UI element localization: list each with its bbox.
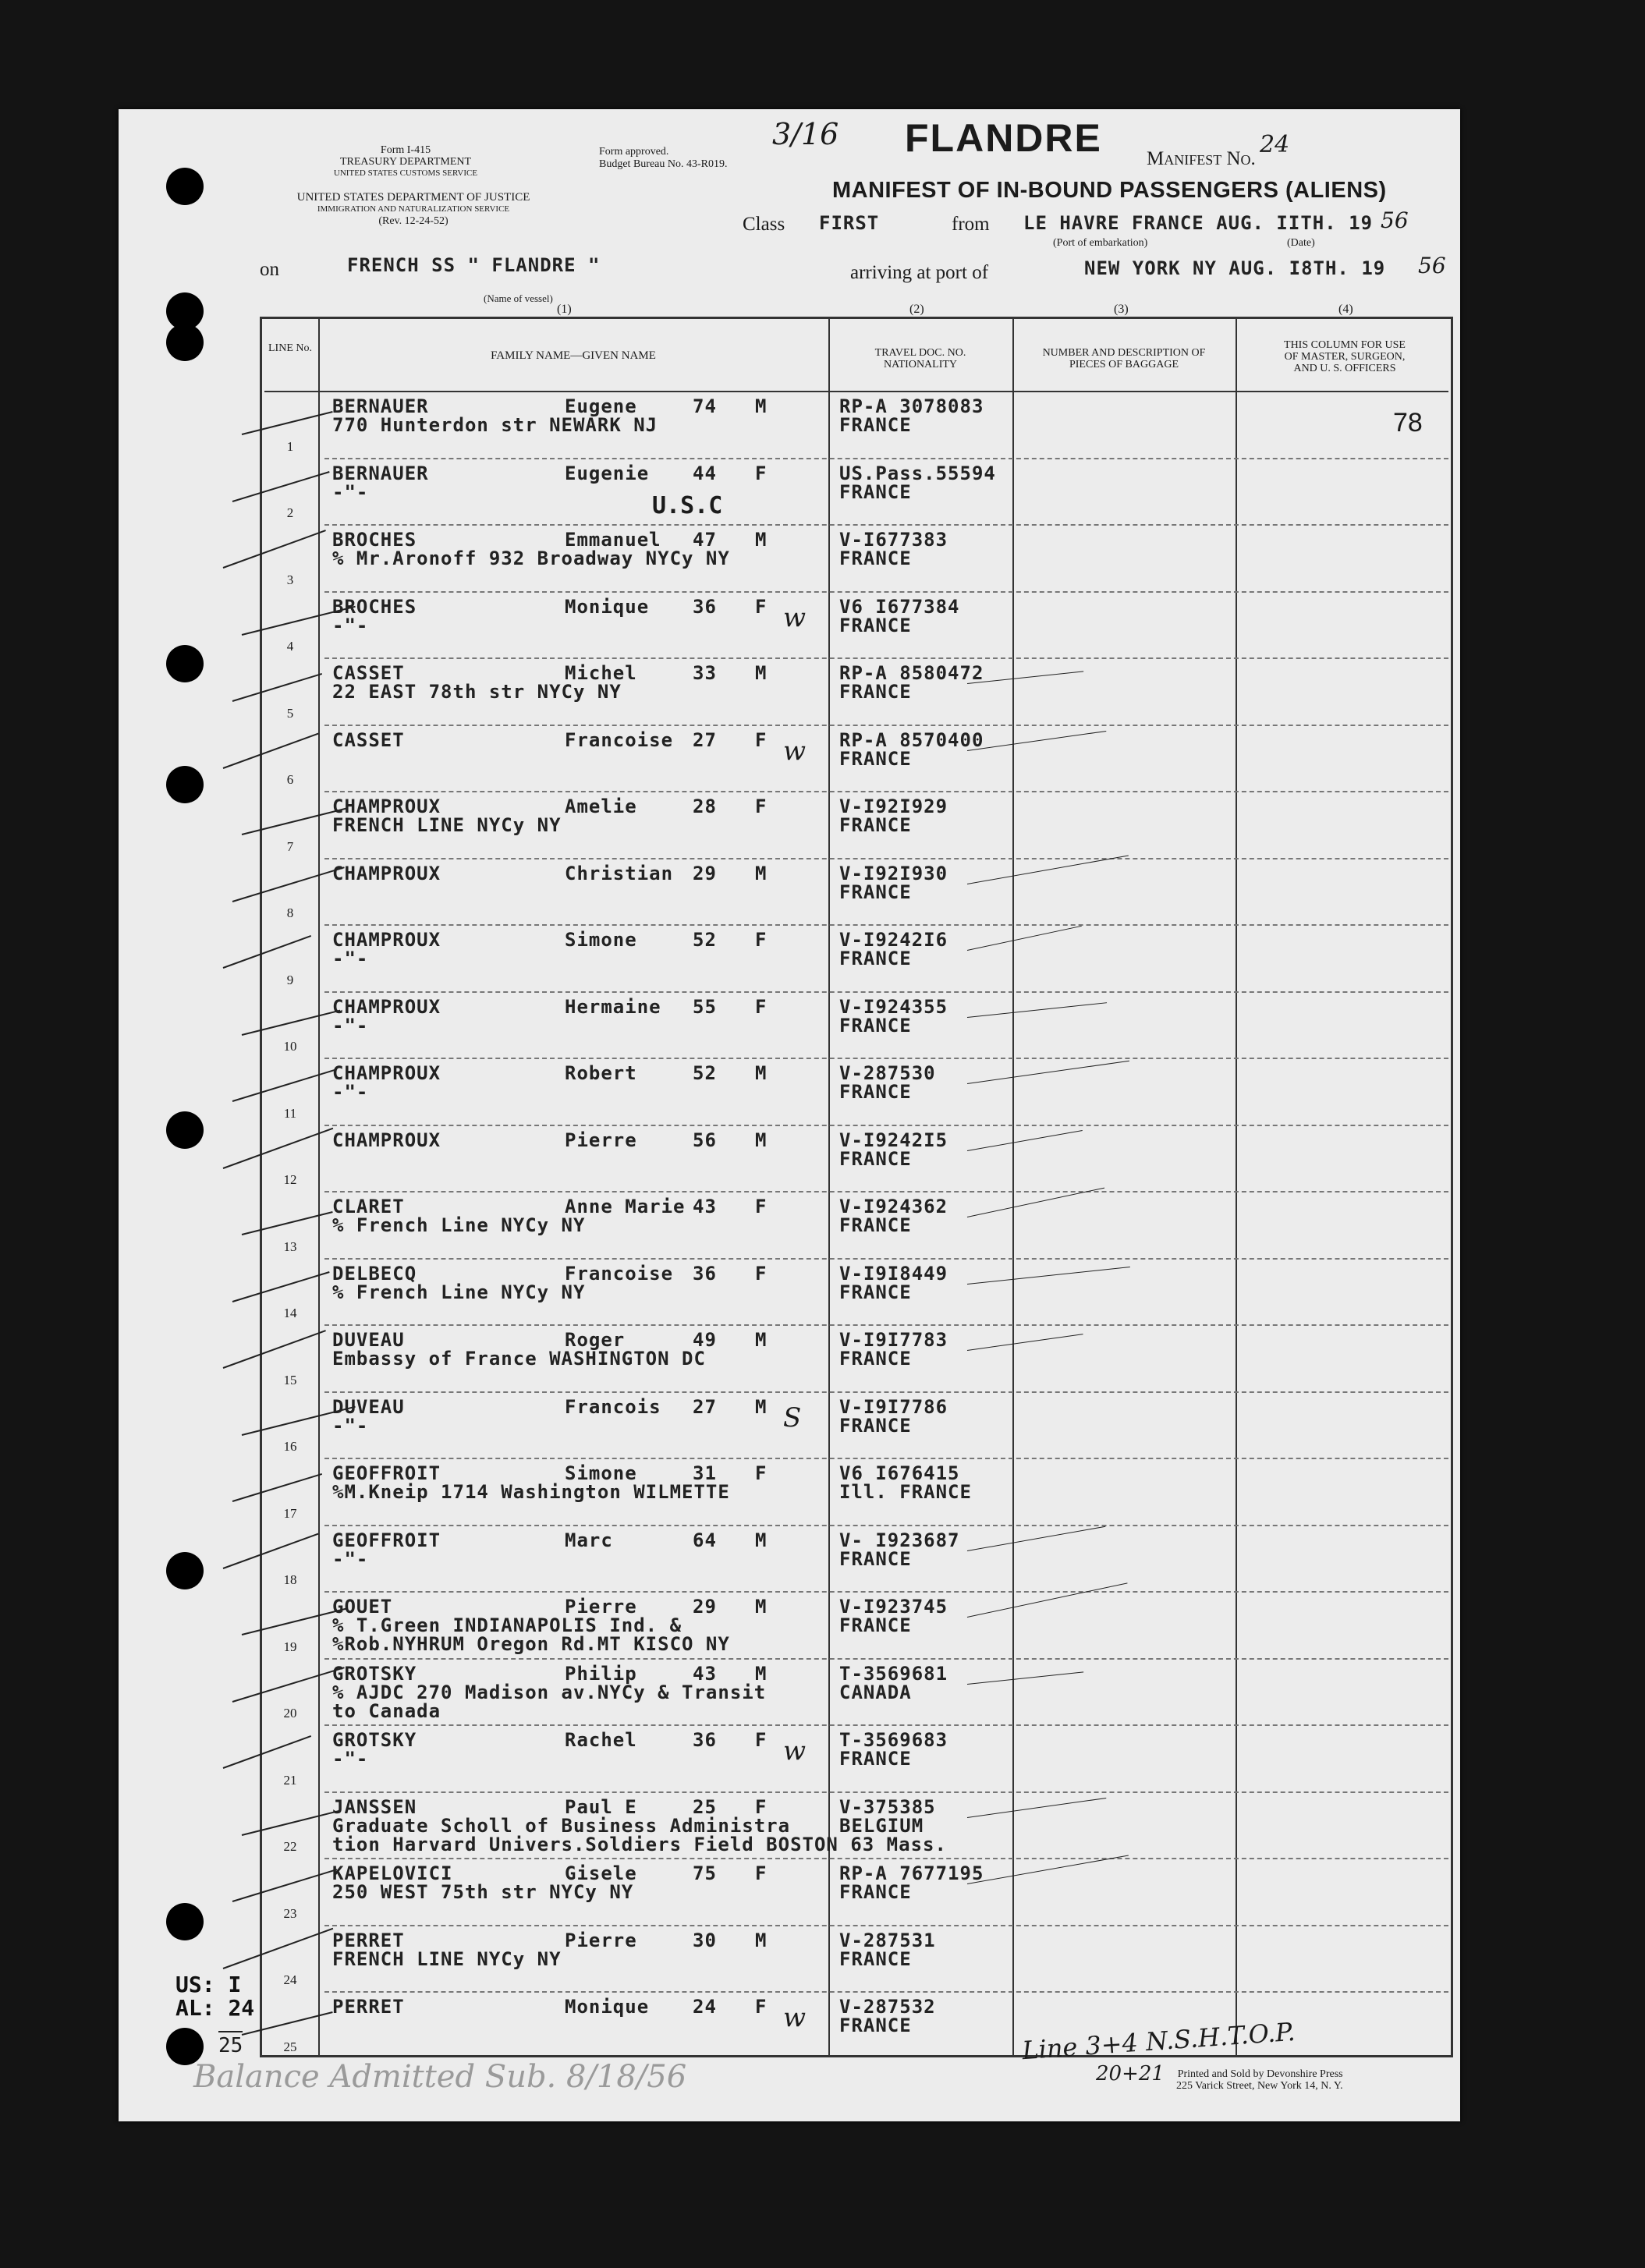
age: 43 [693,1196,717,1217]
family-name: CHAMPROUX [332,1062,441,1084]
age: 64 [693,1529,717,1551]
sex: F [755,1462,768,1484]
form-number: Form I-415 [380,144,431,156]
port-caption: (Port of embarkation) [1053,237,1148,249]
col-number-2: (2) [909,303,924,316]
sex: M [755,1529,768,1551]
sex: F [755,462,768,484]
age: 52 [693,929,717,951]
given-name: Marc [565,1529,613,1551]
embarkation-year: 56 [1381,207,1409,233]
handwritten-note-2: 20+21 [1096,2062,1165,2085]
treasury-dept: TREASURY DEPARTMENT [339,156,472,168]
passenger-table [260,317,1453,2057]
nationality: FRANCE [839,948,912,969]
from-label: from [952,214,990,235]
family-name: BROCHES [332,595,417,618]
table-row [262,1591,1451,1658]
sex: M [755,1596,768,1618]
given-name: Emmanuel [565,529,661,551]
given-name: Roger [565,1329,626,1351]
nationality: FRANCE [839,548,912,569]
table-row [262,391,1451,458]
budget-bureau: Budget Bureau No. 43-R019. [599,158,728,170]
family-name: GEOFFROIT [332,1462,441,1484]
given-name: Pierre [565,1596,637,1618]
given-name: Hermaine [565,995,661,1018]
travel-doc-number: V-I923745 [839,1596,948,1618]
sex: F [755,1729,768,1751]
travel-doc-number: US.Pass.55594 [839,462,996,484]
col-header-baggage [1012,347,1236,370]
table-row [262,1925,1451,1992]
table-row [262,791,1451,858]
family-name: KAPELOVICI [332,1862,453,1884]
table-row [262,1324,1451,1391]
given-name: Eugenie [565,462,650,484]
age: 43 [693,1662,717,1685]
sex: M [755,529,768,551]
travel-doc-number: RP-A 8570400 [839,728,984,751]
family-name: CHAMPROUX [332,995,441,1018]
nationality: FRANCE [839,2015,912,2036]
sex: F [755,995,768,1018]
family-name: DUVEAU [332,1395,405,1418]
col-header-name: FAMILY NAME—GIVEN NAME [491,349,656,362]
punch-hole [166,766,204,803]
line-number: 9 [286,972,294,987]
line-number: 5 [286,705,294,721]
al-label: AL: [175,1995,215,2021]
line-number: 16 [283,1439,297,1454]
arrival-year: 56 [1418,253,1446,278]
table-row [262,924,1451,991]
age: 56 [693,1129,717,1151]
tally-total: 25 [218,2031,243,2057]
col-header-officers-line3: AND U. S. OFFICERS [1293,363,1396,374]
line-number: 15 [283,1372,297,1387]
line-number: 6 [286,772,294,787]
col-header-baggage-line1: NUMBER AND DESCRIPTION OF [1042,347,1206,359]
handwritten-ship-name: FLANDRE [905,116,1102,160]
col-header-officers-line2: OF MASTER, SURGEON, [1284,351,1406,363]
family-name: CHAMPROUX [332,796,441,817]
handwritten-mark: 78 [1393,408,1423,438]
us-label: US: [175,1972,215,1997]
family-name: DUVEAU [332,1329,405,1351]
sex: M [755,395,768,417]
given-name: Francoise [565,1262,674,1285]
handwritten-mark: U.S.C [652,491,723,519]
arriving-label: arriving at port of [850,262,989,283]
tally-us [175,1973,254,1997]
sex: F [755,1262,768,1285]
travel-doc-number: V6 I676415 [839,1462,960,1484]
printer-credit [1176,2068,1343,2092]
address: % AJDC 270 Madison av.NYCy & Transit [332,1681,767,1703]
travel-doc-number: RP-A 7677195 [839,1862,984,1884]
travel-doc-number: V-375385 [839,1795,936,1818]
sex: M [755,1129,768,1151]
sex: F [755,1862,768,1884]
given-name: Amelie [565,796,637,817]
on-label: on [260,259,279,280]
line-number: 4 [286,639,294,654]
nationality: BELGIUM [839,1814,924,1837]
line-number: 13 [283,1239,297,1254]
line-number: 21 [283,1772,297,1788]
address: % French Line NYCy NY [332,1214,586,1236]
handwritten-mark: w [783,2002,807,2033]
given-name: Christian [565,862,674,884]
family-name: BERNAUER [332,395,429,417]
address: -"- [332,1081,369,1103]
printer-line1: Printed and Sold by Devonshire Press [1177,2068,1343,2080]
manifest-title: MANIFEST OF IN-BOUND PASSENGERS (ALIENS) [832,178,1387,203]
table-row [262,1058,1451,1125]
travel-doc-number: V-I677383 [839,529,948,551]
nationality: FRANCE [839,1348,912,1370]
family-name: CASSET [332,728,405,751]
age: 25 [693,1795,717,1818]
form-header-left [308,144,503,179]
col-number-4: (4) [1338,303,1353,316]
handwritten-mark: S [783,1402,802,1433]
given-name: Francoise [565,728,674,751]
line-number: 11 [283,1105,297,1121]
table-row [262,1658,1451,1725]
travel-doc-number: T-3569683 [839,1729,948,1751]
col-header-line: LINE No. [268,342,312,354]
col-header-doc-line1: TRAVEL DOC. NO. [874,347,966,359]
nationality: FRANCE [839,881,912,903]
family-name: GROTSKY [332,1729,417,1751]
col-header-baggage-line2: PIECES OF BAGGAGE [1069,359,1179,370]
address: -"- [332,948,369,969]
age: 75 [693,1862,717,1884]
col-header-officers [1236,339,1454,374]
line-number: 8 [286,905,294,920]
form-approved: Form approved. [599,146,669,158]
address: % French Line NYCy NY [332,1281,586,1303]
age: 36 [693,1729,717,1751]
handwritten-note: Line 3+4 N.S.H.T.O.P. [1021,2016,1296,2066]
age: 52 [693,1062,717,1084]
given-name: Rachel [565,1729,637,1751]
given-name: Pierre [565,1929,637,1951]
nationality: FRANCE [839,1748,912,1770]
customs-service: UNITED STATES CUSTOMS SERVICE [333,168,478,178]
table-row [262,1791,1451,1859]
date-caption: (Date) [1287,237,1315,249]
given-name: Anne Marie [565,1196,686,1217]
age: 44 [693,462,717,484]
tally-al [175,1997,254,2020]
address: Embassy of France WASHINGTON DC [332,1348,706,1370]
family-name: CHAMPROUX [332,929,441,951]
handwritten-mark: w [783,601,807,633]
sex: M [755,1329,768,1351]
sex: F [755,1996,768,2018]
address: -"- [332,1748,369,1770]
travel-doc-number: V-287530 [839,1062,936,1084]
line-number: 12 [283,1172,297,1187]
age: 27 [693,1395,717,1418]
table-row [262,1125,1451,1192]
nationality: FRANCE [839,1081,912,1103]
family-name: CHAMPROUX [332,862,441,884]
given-name: Philip [565,1662,637,1685]
us-value: I [228,1972,242,1997]
given-name: Simone [565,929,637,951]
table-row [262,524,1451,591]
col-header-doc [828,347,1012,370]
table-row [262,1191,1451,1258]
nationality: FRANCE [839,1414,912,1437]
line-number: 2 [286,505,294,520]
travel-doc-number: V-I9242I5 [839,1129,948,1151]
punch-hole [166,645,204,682]
nationality: FRANCE [839,681,912,703]
revision: (Rev. 12-24-52) [378,215,448,227]
address: FRENCH LINE NYCy NY [332,814,562,836]
table-row [262,657,1451,725]
col-header-doc-line2: NATIONALITY [883,359,958,370]
table-row [262,1724,1451,1791]
nationality: FRANCE [839,1281,912,1303]
punch-hole [166,324,204,361]
sex: F [755,1196,768,1217]
address: 770 Hunterdon str NEWARK NJ [332,414,658,436]
nationality: FRANCE [839,1947,912,1970]
age: 36 [693,1262,717,1285]
travel-doc-number: V-I9I8449 [839,1262,948,1285]
sex: F [755,595,768,618]
nationality: FRANCE [839,1881,912,1903]
family-name: DELBECQ [332,1262,417,1285]
sex: M [755,1929,768,1951]
punch-hole [166,1903,204,1940]
given-name: Gisele [565,1862,637,1884]
sex: M [755,1062,768,1084]
line-number: 22 [283,1839,297,1854]
family-name: BERNAUER [332,462,429,484]
table-row [262,725,1451,792]
age: 33 [693,662,717,684]
travel-doc-number: V-I924362 [839,1196,948,1217]
sex: F [755,728,768,751]
given-name: Robert [565,1062,637,1084]
travel-doc-number: RP-A 8580472 [839,662,984,684]
line-number: 19 [283,1639,297,1654]
nationality: FRANCE [839,414,912,436]
given-name: Pierre [565,1129,637,1151]
address: % T.Green INDIANAPOLIS Ind. & [332,1614,682,1636]
given-name: Michel [565,662,637,684]
manifest-label: Manifest No. [1147,148,1256,169]
nationality: Ill. FRANCE [839,1481,972,1503]
punch-hole [166,168,204,205]
line-number: 3 [286,572,294,587]
travel-doc-number: V-I92I930 [839,862,948,884]
approval-note [599,146,727,171]
class-label: Class [743,214,785,235]
line-number: 24 [283,1972,297,1987]
travel-doc-number: V-I9242I6 [839,929,948,951]
address-line2: tion Harvard Univers.Soldiers Field BOSTON 63 Mass. [332,1833,947,1855]
table-row [262,1858,1451,1925]
travel-doc-number: V-I9I7786 [839,1395,948,1418]
col-number-1: (1) [557,303,572,316]
travel-doc-number: V6 I677384 [839,595,960,618]
nationality: FRANCE [839,814,912,836]
family-name: PERRET [332,1929,405,1951]
family-name: CHAMPROUX [332,1129,441,1151]
punch-hole [166,1552,204,1589]
age: 55 [693,995,717,1018]
age: 74 [693,395,717,417]
col-header-officers-line1: THIS COLUMN FOR USE [1284,339,1406,351]
address: -"- [332,480,369,503]
age: 29 [693,862,717,884]
nationality: FRANCE [839,1614,912,1636]
travel-doc-number: RP-A 3078083 [839,395,984,417]
age: 49 [693,1329,717,1351]
age: 30 [693,1929,717,1951]
sex: F [755,1795,768,1818]
sex: M [755,862,768,884]
line-number: 25 [283,2039,297,2054]
family-name: CASSET [332,662,405,684]
line-number: 7 [286,838,294,854]
doj-name: UNITED STATES DEPARTMENT OF JUSTICE [296,191,530,204]
travel-doc-number: V-I924355 [839,995,948,1018]
table-row [262,1525,1451,1592]
line-number: 14 [283,1306,297,1320]
table-row [262,1258,1451,1325]
travel-doc-number: V-287532 [839,1996,936,2018]
handwritten-admitted-note: Balance Admitted Sub. 8/18/56 [193,2059,687,2095]
family-name: JANSSEN [332,1795,417,1818]
given-name: Francois [565,1395,661,1418]
address: % Mr.Aronoff 932 Broadway NYCy NY [332,548,730,569]
nationality: FRANCE [839,480,912,503]
given-name: Eugene [565,395,637,417]
family-name: CLARET [332,1196,405,1217]
handwritten-number: 3/16 [772,117,839,151]
sex: M [755,1395,768,1418]
vessel-name: FRENCH SS " FLANDRE " [347,254,601,276]
sex: F [755,796,768,817]
address: 22 EAST 78th str NYCy NY [332,681,622,703]
nationality: FRANCE [839,1214,912,1236]
nationality: FRANCE [839,1014,912,1037]
table-row [262,991,1451,1058]
address: -"- [332,1547,369,1570]
table-row [262,591,1451,658]
handwritten-mark: w [783,735,807,767]
table-row [262,858,1451,925]
family-name: GEOFFROIT [332,1529,441,1551]
travel-doc-number: V-I9I7783 [839,1329,948,1351]
age: 31 [693,1462,717,1484]
given-name: Paul E [565,1795,637,1818]
table-row [262,1391,1451,1458]
table-row [262,1458,1451,1525]
punch-hole [166,1111,204,1149]
nationality: FRANCE [839,1147,912,1170]
line-number: 10 [283,1039,297,1054]
line-number: 1 [286,438,294,454]
age: 29 [693,1596,717,1618]
doj-header [257,192,569,227]
printer-line2: 225 Varick Street, New York 14, N. Y. [1176,2080,1343,2092]
address-line2: to Canada [332,1699,441,1722]
given-name: Monique [565,1996,650,2018]
line-number: 20 [283,1706,297,1720]
family-name: GROTSKY [332,1662,417,1685]
age: 24 [693,1996,717,2018]
sex: F [755,929,768,951]
age: 47 [693,529,717,551]
family-name: BROCHES [332,529,417,551]
address: -"- [332,614,369,636]
travel-doc-number: V- I923687 [839,1529,960,1551]
address: 250 WEST 75th str NYCy NY [332,1881,634,1903]
col-number-3: (3) [1114,303,1129,316]
table-row [262,458,1451,525]
nationality: FRANCE [839,1547,912,1570]
line-number: 17 [283,1505,297,1521]
line-number: 18 [283,1572,297,1587]
class-value: FIRST [819,212,880,234]
nationality: FRANCE [839,614,912,636]
given-name: Simone [565,1462,637,1484]
address: Graduate Scholl of Business Administra [332,1814,791,1837]
travel-doc-number: V-I92I929 [839,796,948,817]
age: 28 [693,796,717,817]
sex: M [755,662,768,684]
nationality: FRANCE [839,747,912,770]
embarkation-value: LE HAVRE FRANCE AUG. IITH. 19 [1023,212,1374,234]
travel-doc-number: T-3569681 [839,1662,948,1685]
line-number: 23 [283,1905,297,1921]
given-name: Monique [565,595,650,618]
family-name: PERRET [332,1996,405,2018]
vessel-caption: (Name of vessel) [484,292,553,304]
address: -"- [332,1414,369,1437]
age: 27 [693,728,717,751]
travel-doc-number: V-287531 [839,1929,936,1951]
manifest-number: 24 [1260,131,1290,158]
address: %M.Kneip 1714 Washington WILMETTE [332,1481,730,1503]
address: -"- [332,1014,369,1037]
nationality: CANADA [839,1681,912,1703]
handwritten-mark: w [783,1735,807,1767]
family-name: GOUET [332,1596,393,1618]
age: 36 [693,595,717,618]
address-line2: %Rob.NYHRUM Oregon Rd.MT KISCO NY [332,1633,730,1655]
ins-name: IMMIGRATION AND NATURALIZATION SERVICE [317,204,510,214]
al-value: 24 [228,1995,255,2021]
address: FRENCH LINE NYCy NY [332,1947,562,1970]
sex: M [755,1662,768,1685]
tally-block [175,1973,254,2020]
arrival-port-value: NEW YORK NY AUG. I8TH. 19 [1084,257,1386,279]
